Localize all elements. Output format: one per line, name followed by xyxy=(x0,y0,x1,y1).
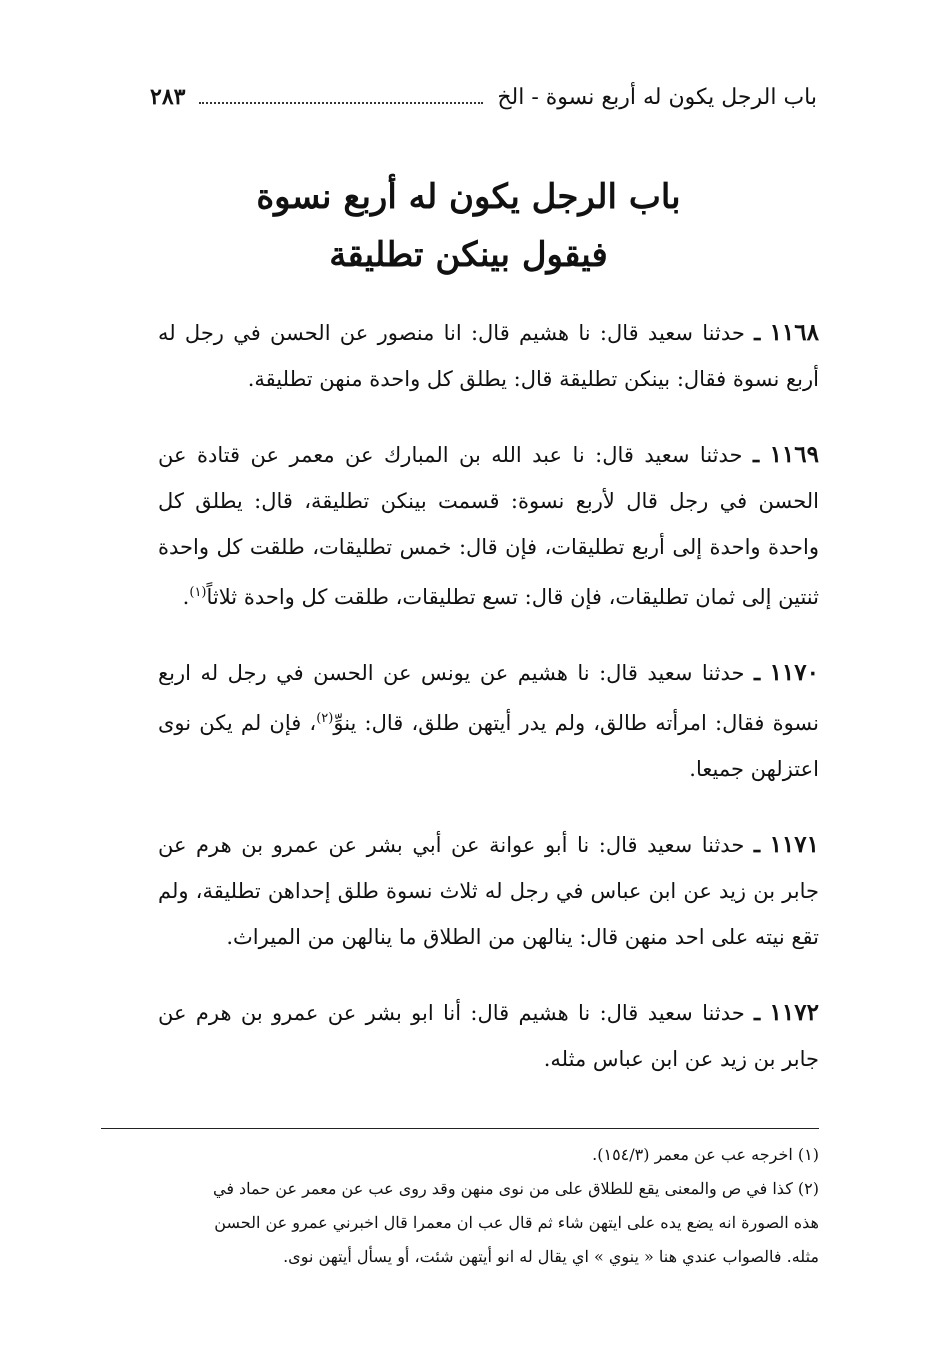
entry-text: حدثنا سعيد قال: نا أبو عوانة عن أبي بشر عن عمرو بن هرم عن جابر بن زيد عن ابن عباس في رجل له ثلاث نسوة طلق إحداهن تطليقة، ولم تقع نيته على احد منهن قال: ينالهن من الطلاق ما ينالهن من الميراث. xyxy=(158,833,819,949)
entry-number: ١١٧٢ xyxy=(769,999,819,1026)
chapter-title xyxy=(120,168,817,284)
footnote-text: هذه الصورة انه يضع يده على ايتهن شاء ثم قال عب ان معمرا قال اخبرني عمرو عن الحسن xyxy=(214,1213,819,1232)
entry-text: حدثنا سعيد قال: نا هشيم عن يونس عن الحسن في رجل له اربع نسوة فقال: امرأته طالق، ولم يدر أيتهن طلق، قال: ينوِّ xyxy=(158,661,819,735)
footnote-reference[interactable]: (٢) xyxy=(316,711,334,726)
entry-separator: ـ xyxy=(753,660,761,685)
dotted-leader xyxy=(199,102,483,104)
entry-tail: ثلاثاً$^{(١)}$. xyxy=(182,585,238,609)
hadith-entry-1171 xyxy=(158,822,819,960)
hadith-entry-1169 xyxy=(158,432,819,620)
entry-separator: ـ xyxy=(752,442,760,467)
footnote-text: اخرجه عب عن معمر (١٥٤/٣). xyxy=(592,1145,793,1164)
hadith-entry-1172 xyxy=(158,990,819,1082)
footnote-mark: (١) xyxy=(797,1145,819,1164)
entry-text: حدثنا سعيد قال: نا عبد الله بن المبارك عن معمر عن قتادة عن الحسن في رجل قال لأربع نسوة: قسمت بينكن تطليقة، قال: يطلق كل واحدة واحدة إلى أربع تطليقات، فإن قال: خمس تطليقات، طلقت كل واحدة ثنتين إلى ثمان تطليقات، فإن قال: تسع تطليقات، طلقت كل واحدة xyxy=(158,443,819,609)
entry-number: ١١٧١ xyxy=(769,831,819,858)
chapter-title-line-1: باب الرجل يكون له أربع نسوة xyxy=(256,177,681,217)
body-text xyxy=(158,310,819,1112)
footnote-2 xyxy=(101,1172,819,1206)
entry-separator: ـ xyxy=(754,1000,761,1025)
footnote-reference[interactable]: (١) xyxy=(189,585,207,600)
entry-text-continued: ، فإن لم يكن نوى اعتزلهن جميعا. xyxy=(158,711,819,781)
footnote-text: كذا في ص والمعنى يقع للطلاق على من نوى منهن وقد روى عب عن معمر عن حماد في xyxy=(212,1179,793,1198)
footnote-1 xyxy=(101,1138,819,1172)
chapter-title-line-2: فيقول بينكن تطليقة xyxy=(329,235,608,275)
footnote-mark: (٢) xyxy=(797,1179,819,1198)
entry-number: ١١٧٠ xyxy=(769,659,819,686)
hadith-entry-1170 xyxy=(158,650,819,792)
hadith-entry-1168 xyxy=(158,310,819,402)
entry-separator: ـ xyxy=(754,320,761,345)
footnote-text: مثله. فالصواب عندي هنا « ينوي » اي يقال له انو أيتهن شئت، أو يسأل أيتهن نوى. xyxy=(283,1247,819,1266)
footnote-2-line-2 xyxy=(101,1206,819,1240)
page-number: ٢٨٣ xyxy=(150,84,186,110)
entry-number: ١١٦٩ xyxy=(769,441,819,468)
entry-separator: ـ xyxy=(753,832,761,857)
entry-text: حدثنا سعيد قال: نا هشيم قال: انا منصور عن الحسن في رجل له أربع نسوة فقال: بينكن تطليقة قال: يطلق كل واحدة منهن تطليقة. xyxy=(158,321,819,391)
running-title: باب الرجل يكون له أربع نسوة - الخ xyxy=(497,84,817,110)
entry-number: ١١٦٨ xyxy=(769,319,819,346)
running-header xyxy=(150,80,817,114)
footnote-divider xyxy=(101,1128,819,1129)
footnotes xyxy=(101,1138,819,1274)
footnote-2-line-3 xyxy=(101,1240,819,1274)
entry-tail-text: ثلاثاً xyxy=(206,585,238,609)
entry-text: حدثنا سعيد قال: نا هشيم قال: أنا ابو بشر عن عمرو بن هرم عن جابر بن زيد عن ابن عباس مثله. xyxy=(158,1001,819,1071)
